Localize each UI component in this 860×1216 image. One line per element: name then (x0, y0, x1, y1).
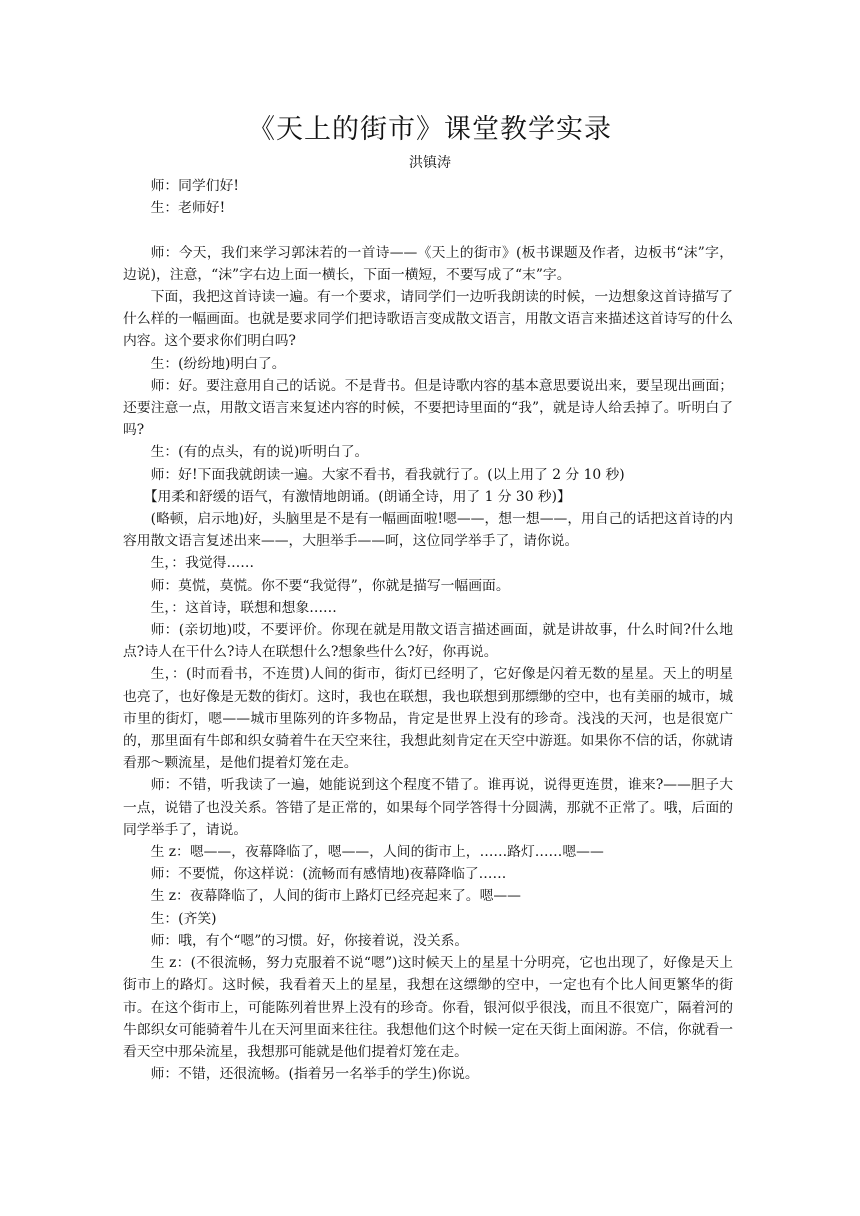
paragraph: 师：好。要注意用自己的话说。不是背书。但是诗歌内容的基本意思要说出来，要呈现出画面；还要注意一点，用散文语言来复述内容的时候，不要把诗里面的“我”，就是诗人给丢掉了。听明白了吗? (123, 377, 733, 439)
paragraph: 师：哦，有个“嗯”的习惯。好，你接着说，没关系。 (150, 932, 469, 949)
paragraph: 生，：这首诗，联想和想象…… (150, 599, 337, 616)
paragraph: 生：(有的点头，有的说)听明白了。 (150, 444, 369, 461)
document-author: 洪镇涛 (409, 155, 451, 171)
paragraph: 师：同学们好! (150, 178, 239, 194)
paragraph: 师：不错，还很流畅。(指着另一名举手的学生)你说。 (150, 1066, 479, 1083)
paragraph: (略顿，启示地)好，头脑里是不是有一幅画面啦!嗯——，想一想——，用自己的话把这首诗的内容用散文语言复述出来——，大胆举手——呵，这位同学举手了，请你说。 (123, 511, 733, 550)
paragraph: 生 z：嗯——，夜幕降临了，嗯——，人间的街市上，……路灯……嗯—— (150, 844, 604, 861)
paragraph: 师：(亲切地)哎，不要评价。你现在就是用散文语言描述画面，就是讲故事，什么时间?什么地点?诗人在干什么?诗人在联想什么?想象些什么?好，你再说。 (123, 622, 733, 661)
paragraph: 【用柔和舒缓的语气，有激情地朗诵。(朗诵全诗，用了 1 分 30 秒)】 (143, 488, 571, 505)
paragraph: 生：(齐笑) (150, 910, 217, 927)
paragraph: 生 z：夜幕降临了，人间的街市上路灯已经亮起来了。嗯—— (150, 888, 521, 905)
paragraph: 师：莫慌，莫慌。你不要“我觉得”，你就是描写一幅画面。 (150, 577, 510, 594)
paragraph: 生 z：(不很流畅，努力克服着不说“嗯”)这时候天上的星星十分明亮，它也出现了，好像是天上街市上的路灯。这时候，我看着天上的星星，我想在这缥缈的空中，一定也有个比人间更繁华的街市。在这个街市上，可能陈列着世界上没有的珍奇。你看，银河似乎很浅，而且不很宽广，隔着河的牛郎织女可能骑着牛儿在天河里面来往往。我想他们这个时候一定在天街上面闲游。不信，你就看一看天空中那朵流星，我想那可能就是他们提着灯笼在走。 (123, 955, 733, 1060)
document-body (123, 175, 733, 1085)
paragraph: 师：不错，听我读了一遍，她能说到这个程度不错了。谁再说，说得更连贯，谁来?——胆子大一点，说错了也没关系。答错了是正常的，如果每个同学答得十分圆满，那就不正常了。哦，后面的同学举手了，请说。 (123, 777, 733, 838)
paragraph: 师：今天，我们来学习郭沫若的一首诗——《天上的街市》(板书课题及作者，边板书“沫”字，边说)，注意，“沫”字右边上面一横长，下面一横短，不要写成了“末”字。 (123, 244, 733, 283)
paragraph: 师：好!下面我就朗读一遍。大家不看书，看我就行了。(以上用了 2 分 10 秒) (150, 466, 625, 483)
blank-line (123, 219, 733, 241)
paragraph: 生，：(时而看书，不连贯)人间的街市，街灯已经明了，它好像是闪着无数的星星。天上的明星也亮了，也好像是无数的街灯。这时，我也在联想，我也联想到那缥缈的空中，也有美丽的城市，城市里的街灯，嗯——城市里陈列的许多物品，肯定是世界上没有的珍奇。浅浅的天河，也是很宽广的，那里面有牛郎和织女骑着牛在天空来往，我想此刻肯定在天空中游逛。如果你不信的话，你就请看那～颗流星，是他们提着灯笼在走。 (123, 666, 733, 772)
paragraph: 下面，我把这首诗读一遍。有一个要求，请同学们一边听我朗读的时候，一边想象这首诗描写了什么样的一幅画面。也就是要求同学们把诗歌语言变成散文语言，用散文语言来描述这首诗写的什么内容。这个要求你们明白吗? (123, 289, 733, 350)
paragraph: 生：老师好! (150, 200, 226, 217)
paragraph: 生，：我觉得…… (150, 555, 255, 572)
paragraph: 师：不要慌，你这样说：(流畅而有感情地)夜幕降临了…… (150, 866, 507, 883)
paragraph: 生：(纷纷地)明白了。 (150, 355, 286, 372)
document-title: 《天上的街市》课堂教学实录 (248, 114, 612, 145)
